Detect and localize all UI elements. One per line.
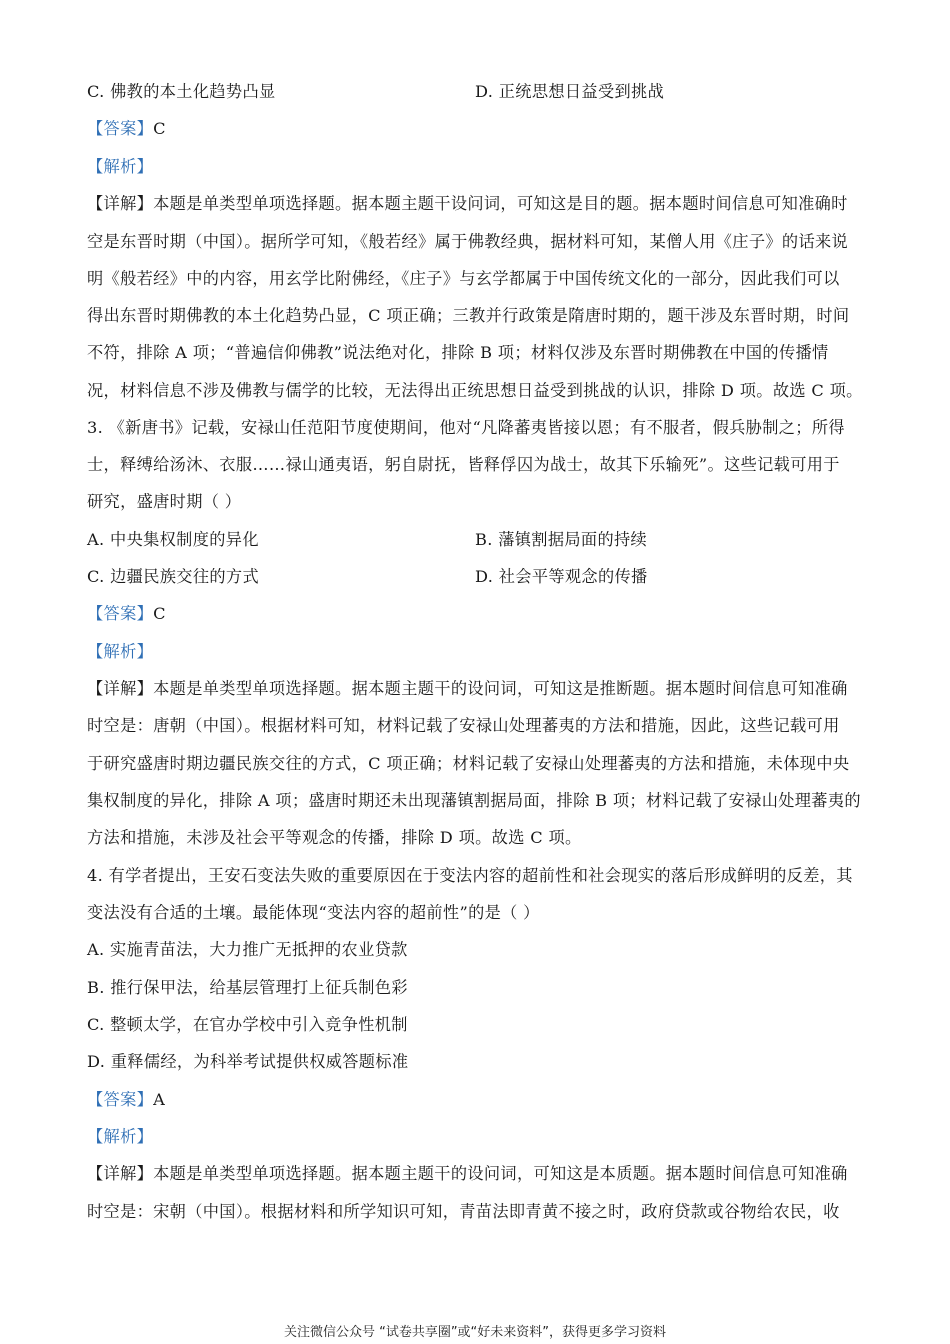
- q3-detail-line: 时空是：唐朝（中国）。根据材料可知，材料记载了安禄山处理蕃夷的方法和措施，因此，这些记载可用: [87, 716, 840, 735]
- q4-option-b: B. 推行保甲法，给基层管理打上征兵制色彩: [87, 978, 408, 997]
- q2-detail-line: 况，材料信息不涉及佛教与儒学的比较，无法得出正统思想日益受到挑战的认识，排除 D 项。故选 C 项。: [87, 381, 863, 400]
- q3-detail-line: 于研究盛唐时期边疆民族交往的方式，C 项正确；材料记载了安禄山处理蕃夷的方法和措施，未体现中央: [87, 754, 850, 773]
- q2-option-c: C. 佛教的本土化趋势凸显: [87, 82, 276, 101]
- q2-detail-line: 明《般若经》中的内容，用玄学比附佛经，《庄子》与玄学都属于中国传统文化的一部分，因此我们可以: [87, 269, 840, 288]
- q2-detail-line: 空是东晋时期（中国）。据所学可知，《般若经》属于佛教经典，据材料可知，某僧人用《庄子》的话来说: [87, 232, 849, 251]
- page-footer: 关注微信公众号 “试卷共享圈”或“好未来资料”，获得更多学习资料: [283, 1325, 667, 1340]
- q4-option-a: A. 实施青苗法，大力推广无抵押的农业贷款: [87, 940, 408, 959]
- q4-detail-line: 时空是：宋朝（中国）。根据材料和所学知识可知，青苗法即青黄不接之时，政府贷款或谷物给农民，收: [87, 1202, 840, 1221]
- answer-value: A: [153, 1090, 166, 1109]
- q4-detail-line: 【详解】本题是单类型单项选择题。据本题主题干的设问词，可知这是本质题。据本题时间信息可知准确: [87, 1164, 848, 1183]
- answer-value: C: [153, 119, 166, 138]
- q3-detail-line: 【详解】本题是单类型单项选择题。据本题主题干的设问词，可知这是推断题。据本题时间信息可知准确: [87, 679, 848, 698]
- q3-stem-line: 3. 《新唐书》记载，安禄山任范阳节度使期间，他对“凡降蕃夷皆接以恩；有不服者，假兵胁制之；所得: [87, 418, 845, 437]
- q4-analysis-tag: 【解析】: [87, 1127, 154, 1146]
- answer-tag: 【答案】: [87, 119, 154, 138]
- q4-option-d: D. 重释儒经，为科举考试提供权威答题标准: [87, 1052, 409, 1071]
- q3-option-c: C. 边疆民族交往的方式: [87, 567, 259, 586]
- q3-analysis-tag: 【解析】: [87, 642, 154, 661]
- q3-option-a: A. 中央集权制度的异化: [87, 530, 259, 549]
- q2-detail-line: 得出东晋时期佛教的本土化趋势凸显，C 项正确；三教并行政策是隋唐时期的，题干涉及东晋时期，时间: [87, 306, 850, 325]
- q3-detail-line: 方法和措施，未涉及社会平等观念的传播，排除 D 项。故选 C 项。: [87, 828, 582, 847]
- q4-answer: [87, 1090, 165, 1110]
- q3-option-d: D. 社会平等观念的传播: [475, 567, 648, 586]
- q3-stem-line: 研究，盛唐时期（ ）: [87, 492, 242, 511]
- q3-answer: [87, 604, 166, 624]
- q4-stem-line: 变法没有合适的土壤。最能体现“变法内容的超前性”的是（ ）: [87, 903, 540, 922]
- q3-option-b: B. 藩镇割据局面的持续: [475, 530, 648, 549]
- q2-option-d: D. 正统思想日益受到挑战: [475, 82, 665, 101]
- q3-stem-line: 士，释缚给汤沐、衣服……禄山通夷语，躬自尉抚，皆释俘囚为战士，故其下乐输死”。这些记载可用于: [87, 455, 840, 474]
- q2-detail-line: 【详解】本题是单类型单项选择题。据本题主题干设问词，可知这是目的题。据本题时间信息可知准确时: [87, 194, 848, 213]
- answer-tag: 【答案】: [87, 1090, 154, 1109]
- answer-tag: 【答案】: [87, 604, 154, 623]
- q2-answer: [87, 119, 166, 139]
- q4-stem-line: 4. 有学者提出，王安石变法失败的重要原因在于变法内容的超前性和社会现实的落后形成鲜明的反差，其: [87, 866, 853, 885]
- q2-analysis-tag: 【解析】: [87, 157, 154, 176]
- q3-detail-line: 集权制度的异化，排除 A 项；盛唐时期还未出现藩镇割据局面，排除 B 项；材料记载了安禄山处理蕃夷的: [87, 791, 861, 810]
- q4-option-c: C. 整顿太学，在官办学校中引入竞争性机制: [87, 1015, 408, 1034]
- answer-value: C: [153, 604, 166, 623]
- q2-detail-line: 不符，排除 A 项；“普遍信仰佛教”说法绝对化，排除 B 项；材料仅涉及东晋时期佛教在中国的传播情: [87, 343, 829, 362]
